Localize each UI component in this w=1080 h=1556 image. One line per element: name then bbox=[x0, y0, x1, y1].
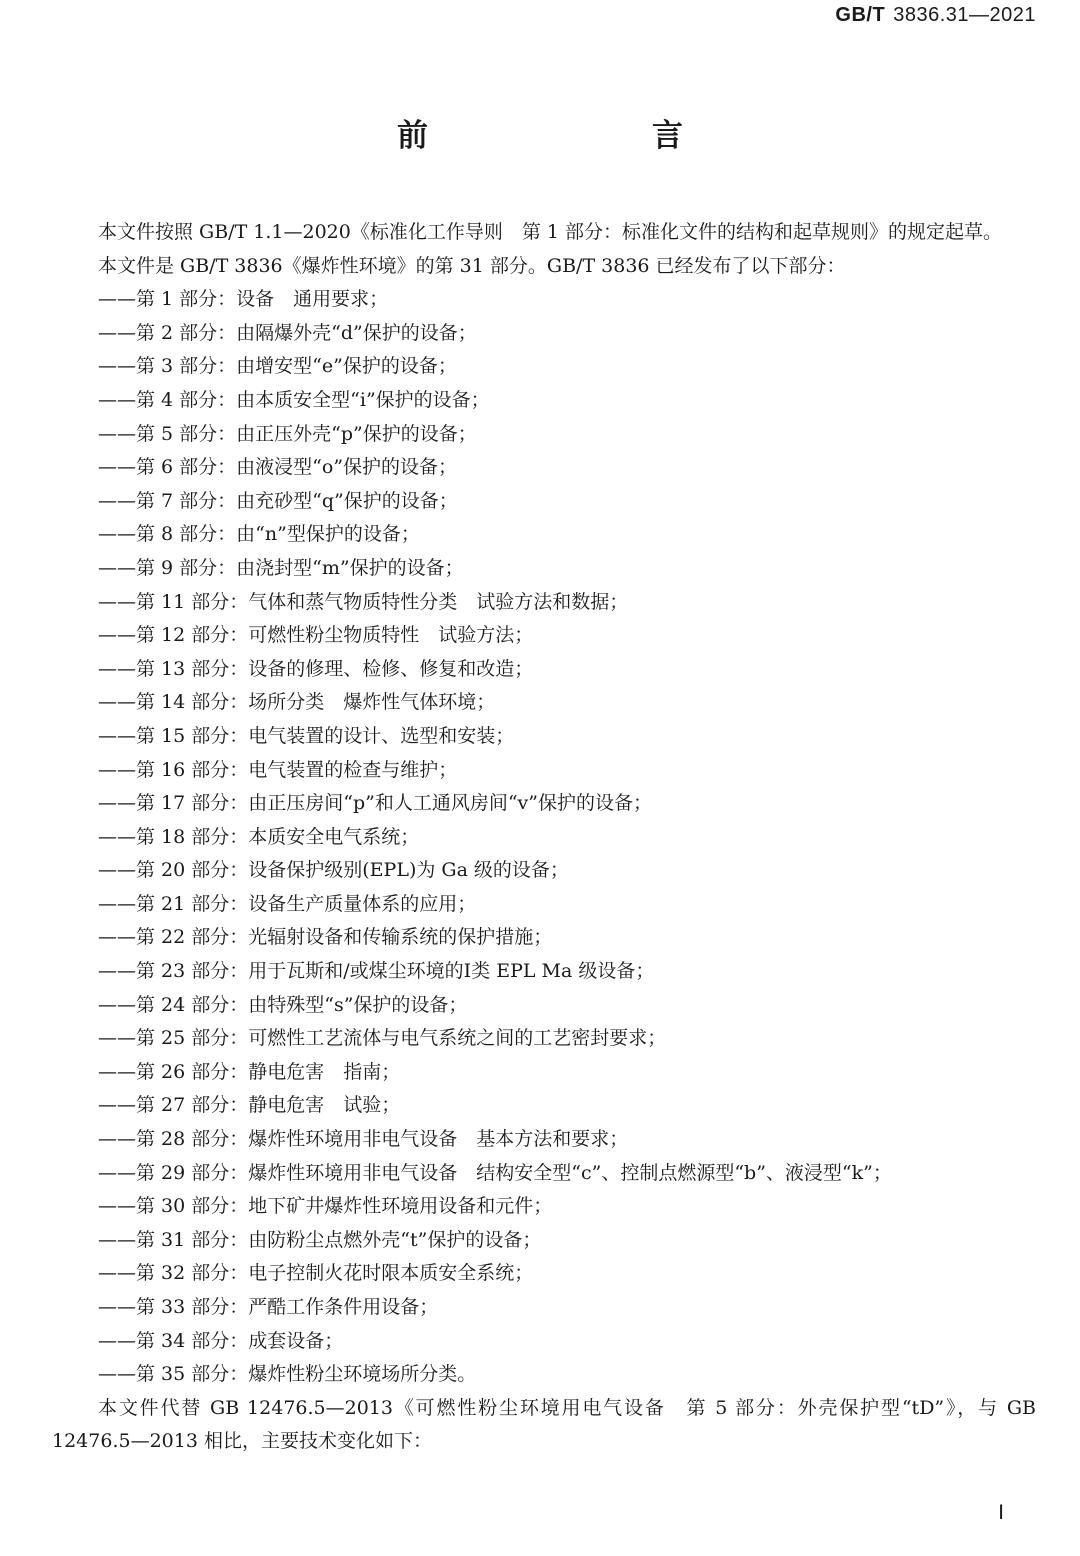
parts-list-item: ——第 33 部分：严酷工作条件用设备； bbox=[98, 1296, 439, 1318]
parts-list-item: ——第 2 部分：由隔爆外壳“d”保护的设备； bbox=[98, 321, 477, 344]
standard-code-header bbox=[835, 4, 1036, 27]
page-number: Ⅰ bbox=[998, 1502, 1004, 1524]
parts-list-item: ——第 34 部分：成套设备； bbox=[98, 1329, 344, 1352]
parts-list-item: ——第 26 部分：静电危害 指南； bbox=[98, 1060, 401, 1083]
parts-list-item: ——第 22 部分：光辐射设备和传输系统的保护措施； bbox=[98, 926, 553, 949]
parts-list-item: ——第 8 部分：由“n”型保护的设备； bbox=[98, 523, 420, 546]
replacement-paragraph: 本文件代替 GB 12476.5—2013《可燃性粉尘环境用电气设备 第 5 部分：外壳保护型“tD”》，与 GB 12476.5—2013 相比，主要技术变化如下： bbox=[52, 1396, 1036, 1453]
parts-list-item: ——第 18 部分：本质安全电气系统； bbox=[98, 825, 420, 848]
parts-list-item: ——第 30 部分：地下矿井爆炸性环境用设备和元件； bbox=[98, 1195, 553, 1218]
parts-list-item: ——第 3 部分：由增安型“e”保护的设备； bbox=[98, 355, 457, 378]
page-title: 前 言 bbox=[397, 118, 737, 154]
parts-list-item: ——第 29 部分：爆炸性环境用非电气设备 结构安全型“c”、控制点燃源型“b”、液浸型“k”； bbox=[98, 1161, 892, 1184]
parts-list-item: ——第 4 部分：由本质安全型“i”保护的设备； bbox=[98, 388, 490, 411]
parts-list-item: ——第 20 部分：设备保护级别(EPL)为 Ga 级的设备； bbox=[98, 859, 569, 882]
parts-list-item: ——第 6 部分：由液浸型“o”保护的设备； bbox=[98, 456, 458, 479]
parts-list-item: ——第 28 部分：爆炸性环境用非电气设备 基本方法和要求； bbox=[98, 1128, 629, 1151]
parts-list-item: ——第 21 部分：设备生产质量体系的应用； bbox=[98, 892, 477, 915]
parts-list-item: ——第 16 部分：电气装置的检查与维护； bbox=[98, 758, 458, 781]
parts-list-item: ——第 27 部分：静电危害 试验； bbox=[98, 1094, 401, 1117]
parts-list-item: ——第 25 部分：可燃性工艺流体与电气系统之间的工艺密封要求； bbox=[98, 1027, 667, 1050]
parts-list-item: ——第 12 部分：可燃性粉尘物质特性 试验方法； bbox=[98, 624, 534, 647]
series-intro-paragraph: 本文件是 GB/T 3836《爆炸性环境》的第 31 部分。GB/T 3836 已经发布了以下部分： bbox=[98, 254, 846, 277]
document-body bbox=[52, 216, 1036, 1459]
parts-list-item: ——第 31 部分：由防粉尘点燃外壳“t”保护的设备； bbox=[98, 1228, 542, 1251]
parts-list-item: ——第 5 部分：由正压外壳“p”保护的设备； bbox=[98, 422, 477, 445]
parts-list-item: ——第 9 部分：由浇封型“m”保护的设备； bbox=[98, 556, 464, 579]
parts-list-item: ——第 24 部分：由特殊型“s”保护的设备； bbox=[98, 993, 468, 1016]
parts-list bbox=[52, 283, 1036, 1392]
standard-number: 3836.31—2021 bbox=[893, 4, 1036, 26]
parts-list-item: ——第 17 部分：由正压房间“p”和人工通风房间“v”保护的设备； bbox=[98, 792, 653, 815]
parts-list-item: ——第 1 部分：设备 通用要求； bbox=[98, 288, 389, 311]
parts-list-item: ——第 35 部分：爆炸性粉尘环境场所分类。 bbox=[98, 1363, 477, 1386]
parts-list-item: ——第 11 部分：气体和蒸气物质特性分类 试验方法和数据； bbox=[98, 590, 629, 613]
parts-list-item: ——第 32 部分：电子控制火花时限本质安全系统； bbox=[98, 1262, 534, 1285]
parts-list-item: ——第 23 部分：用于瓦斯和/或煤尘环境的Ⅰ类 EPL Ma 级设备； bbox=[98, 960, 655, 983]
parts-list-item: ——第 14 部分：场所分类 爆炸性气体环境； bbox=[98, 691, 496, 714]
drafting-rule-paragraph: 本文件按照 GB/T 1.1—2020《标准化工作导则 第 1 部分：标准化文件的结构和起草规则》的规定起草。 bbox=[98, 221, 1003, 243]
parts-list-item: ——第 7 部分：由充砂型“q”保护的设备； bbox=[98, 489, 458, 512]
standard-prefix: GB/T bbox=[835, 4, 886, 26]
parts-list-item: ——第 13 部分：设备的修理、检修、修复和改造； bbox=[98, 657, 534, 680]
parts-list-item: ——第 15 部分：电气装置的设计、选型和安装； bbox=[98, 724, 515, 747]
